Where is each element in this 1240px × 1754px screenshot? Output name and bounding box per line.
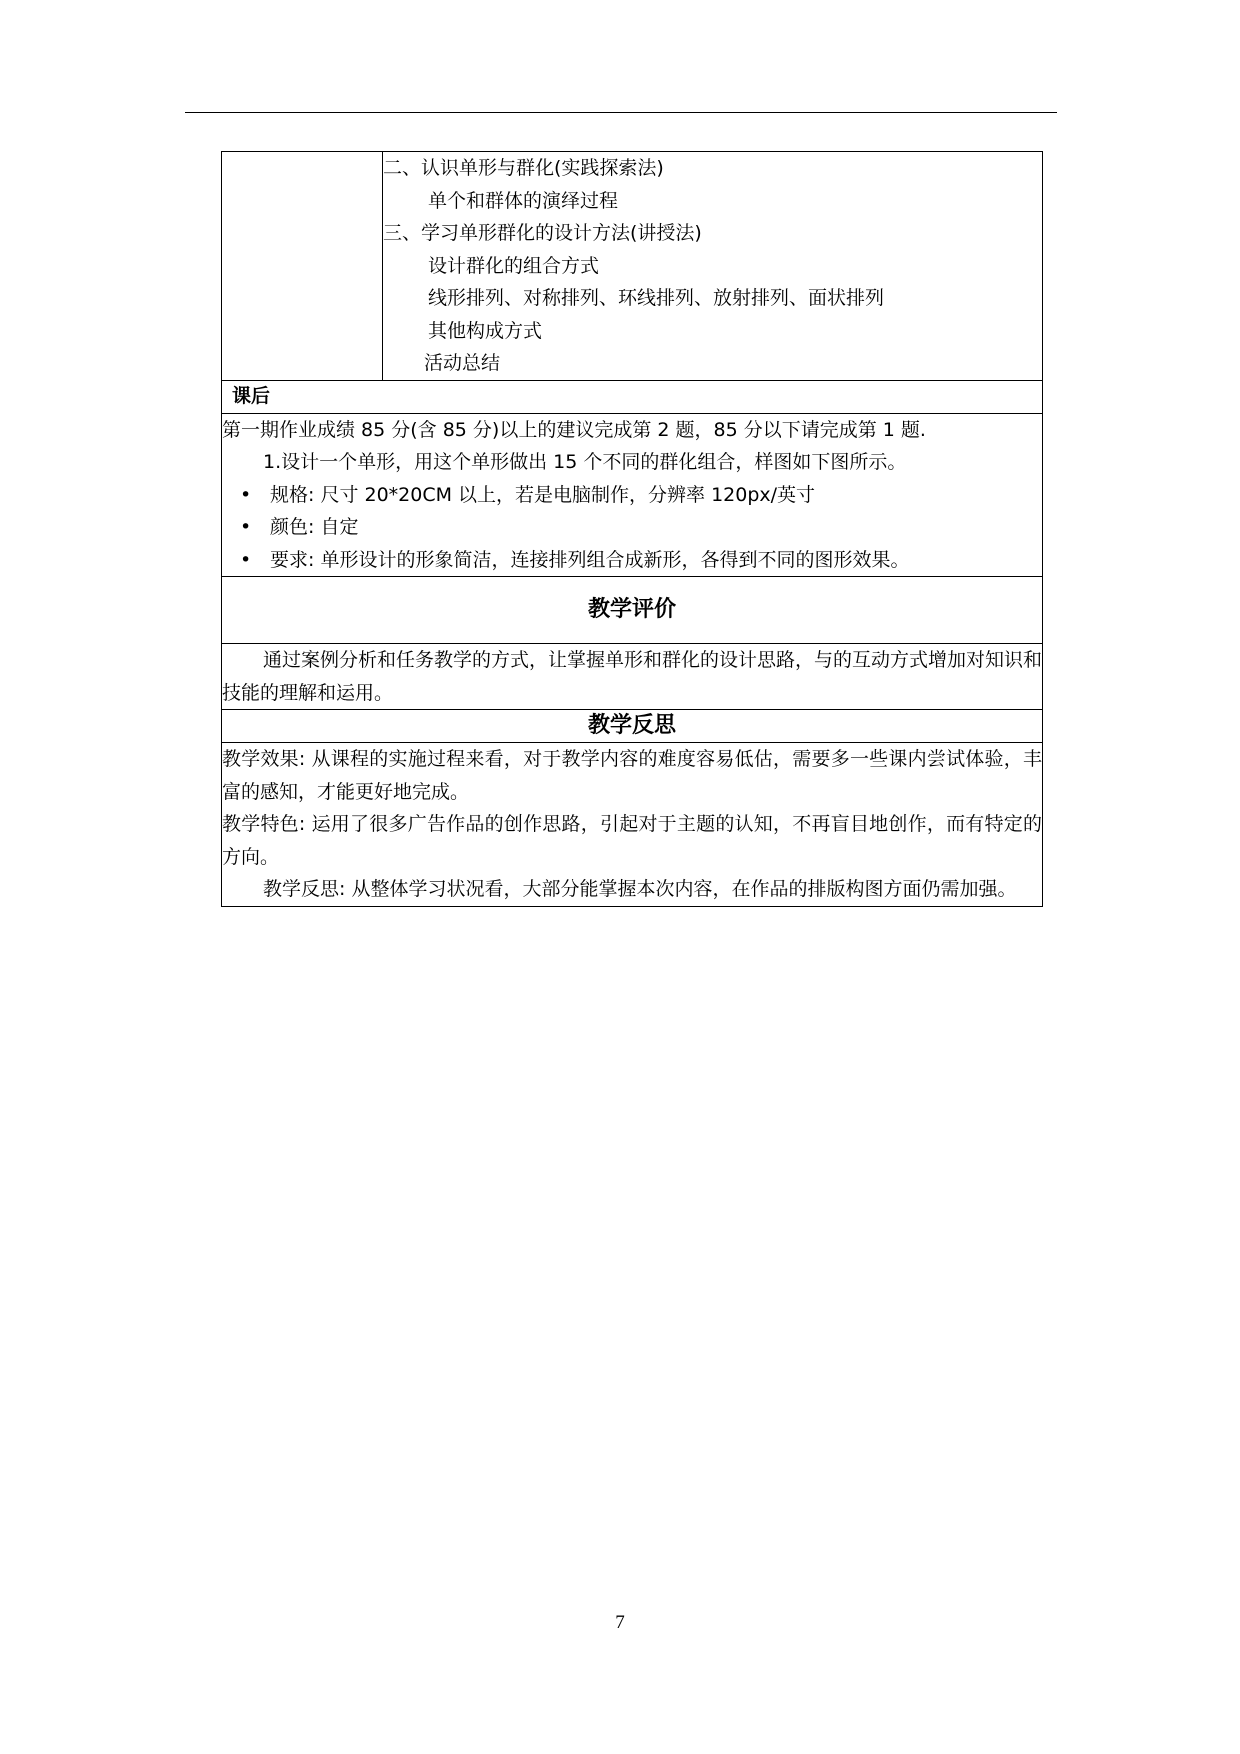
- step2-title: 二、认识单形与群化(实践探索法): [383, 157, 664, 179]
- methods-left-cell: [222, 152, 383, 381]
- reflection-heading: 教学反思: [222, 710, 1043, 743]
- bullet-icon: •: [240, 483, 252, 506]
- requirement-text: 规格: 尺寸 20*20CM 以上，若是电脑制作，分辨率 120px/英寸: [270, 483, 816, 506]
- methods-cell: [383, 152, 1043, 381]
- evaluation-row: [222, 644, 1043, 710]
- step3-item: 设计群化的组合方式: [428, 254, 600, 277]
- homework-row: [222, 413, 1043, 577]
- after-class-label-row: [222, 380, 1043, 413]
- after-class-label: 课后: [222, 380, 1043, 413]
- reflection-row: [222, 743, 1043, 907]
- reflection-heading-row: [222, 710, 1043, 743]
- step2-detail: 单个和群体的演绎过程: [428, 189, 619, 212]
- bullet-icon: •: [240, 516, 252, 538]
- reflection-cell: [222, 743, 1043, 907]
- requirement-item: [222, 479, 1042, 512]
- step3-title: 三、学习单形群化的设计方法(讲授法): [383, 222, 702, 244]
- requirement-item: [222, 544, 1042, 577]
- evaluation-heading-row: [222, 577, 1043, 644]
- header-rule: [185, 112, 1057, 113]
- homework-task: 1.设计一个单形，用这个单形做出 15 个不同的群化组合，样图如下图所示。: [263, 451, 907, 473]
- page-number: 7: [615, 1612, 625, 1633]
- lesson-plan-table: [221, 151, 1043, 907]
- step3-item: 其他构成方式: [428, 319, 543, 342]
- evaluation-cell: [222, 644, 1043, 710]
- evaluation-heading: 教学评价: [222, 577, 1043, 644]
- activity-summary: 活动总结: [424, 352, 501, 374]
- requirement-text: 颜色: 自定: [270, 516, 359, 538]
- requirement-item: [222, 511, 1042, 544]
- homework-cell: [222, 413, 1043, 577]
- teaching-feature: 教学特色: 运用了很多广告作品的创作思路，引起对于主题的认知，不再盲目地创作，而有特定的方向。: [222, 813, 1042, 868]
- requirement-text: 要求: 单形设计的形象简洁，连接排列组合成新形，各得到不同的图形效果。: [270, 548, 910, 571]
- step3-item: 线形排列、对称排列、环线排列、放射排列、面状排列: [428, 287, 885, 309]
- methods-row: [222, 152, 1043, 381]
- homework-intro: 第一期作业成绩 85 分(含 85 分)以上的建议完成第 2 题，85 分以下请完成第 1 题.: [222, 418, 926, 441]
- teaching-reflection: 教学反思: 从整体学习状况看，大部分能掌握本次内容，在作品的排版构图方面仍需加强。: [263, 878, 1017, 900]
- teaching-effect: 教学效果: 从课程的实施过程来看，对于教学内容的难度容易低估，需要多一些课内尝试体验，丰富的感知，才能更好地完成。: [222, 748, 1042, 803]
- bullet-icon: •: [240, 548, 252, 571]
- evaluation-text: 通过案例分析和任务教学的方式，让掌握单形和群化的设计思路，与的互动方式增加对知识和技能的理解和运用。: [222, 649, 1043, 704]
